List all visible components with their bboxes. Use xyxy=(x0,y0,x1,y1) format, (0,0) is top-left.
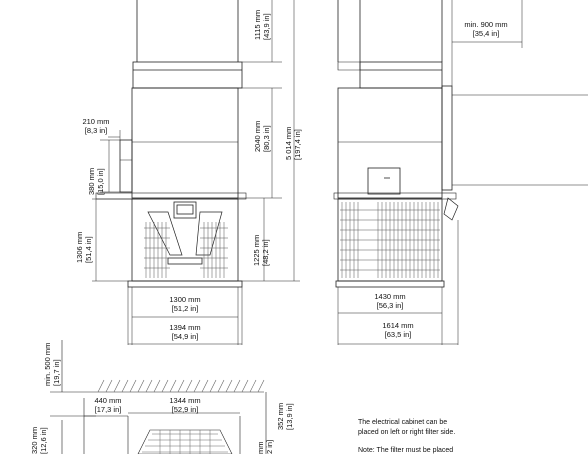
dim-352-label: 352 mm [13,9 in] xyxy=(276,402,294,430)
dim-440-label: 440 mm [17,3 in] xyxy=(94,396,122,414)
front-view-duct xyxy=(120,140,132,192)
note-cabinet-line1: The electrical cabinet can be xyxy=(358,419,448,426)
dim-320-label: 320 mm [12,6 in] xyxy=(30,426,48,454)
dim-1614-label: 1614 mm [63,5 in] xyxy=(382,321,414,339)
front-view-upper-section xyxy=(133,0,242,88)
dim-1344-label: 1344 mm [52,9 in] xyxy=(169,396,201,414)
dim-900-label: min. 900 mm [35,4 in] xyxy=(464,20,508,38)
front-view-base-filter xyxy=(128,199,242,287)
dim-1300-label: 1300 mm [51,2 in] xyxy=(169,295,201,313)
dim-1225-label: 1225 mm [48,2 in] xyxy=(252,234,270,266)
note-cabinet-line2: placed on left or right filter side. xyxy=(358,429,456,436)
dim-2040-label: 2040 mm [80,3 in] xyxy=(253,120,271,152)
dim-1306-label: 1306 mm [51,4 in] xyxy=(75,231,93,263)
dim-1394-label: 1394 mm [54,9 in] xyxy=(169,323,201,341)
front-view-grille-right xyxy=(200,222,228,278)
front-dimension-lines xyxy=(92,0,300,345)
dim-210-label: 210 mm [8,3 in] xyxy=(82,117,110,135)
side-view-electrical-cabinet xyxy=(368,168,400,194)
dim-5014-label: 5 014 mm [197,4 in] xyxy=(284,126,302,160)
front-view-grille-left xyxy=(144,222,170,278)
side-view-base-filter xyxy=(336,198,458,287)
dim-1430-label: 1430 mm [56,3 in] xyxy=(374,292,406,310)
front-view-main-housing xyxy=(96,88,246,199)
dim-1115-label: 1115 mm [43,9 in] xyxy=(253,9,271,40)
plan-view-hatch xyxy=(98,380,264,392)
note-filter-line1: Note: The filter must be placed xyxy=(358,447,454,454)
side-view-grille xyxy=(340,202,440,278)
side-view-main-housing xyxy=(334,86,456,199)
plan-view xyxy=(50,340,266,454)
plan-view-filter-grille xyxy=(142,430,228,454)
side-view-upper xyxy=(338,0,442,88)
dim-380-label: 380 mm [15,0 in] xyxy=(87,167,105,195)
dim-min500-label: min. 500 mm [19,7 in] xyxy=(43,342,61,386)
dim-bottom-label: mm 2 in] xyxy=(256,439,274,454)
